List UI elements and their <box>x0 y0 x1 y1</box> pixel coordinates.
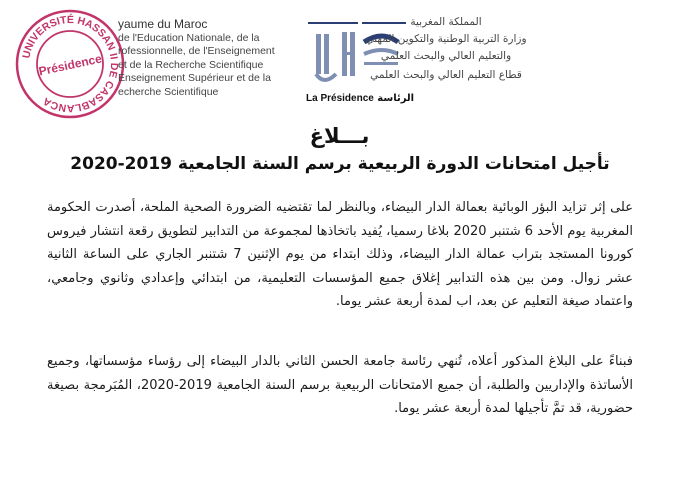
header-fr-line: de l'Education Nationale, de la <box>118 31 260 44</box>
header-ar-line: وزارة التربية الوطنية والتكوين المهني <box>365 33 527 45</box>
header-fr-line: yaume du Maroc <box>118 17 208 31</box>
header-fr-line: echerche Scientifique <box>118 85 219 98</box>
header-ar-line: قطاع التعليم العالي والبحث العلمي <box>370 69 522 81</box>
header-french <box>118 18 288 99</box>
university-seal <box>14 8 126 120</box>
header-arabic <box>331 14 561 84</box>
presidence-fr: La Présidence <box>306 93 374 104</box>
header-ar-line: والتعليم العالي والبحث العلمي <box>380 50 512 62</box>
document-subtitle: تأجيل امتحانات الدورة الربيعية برسم السنة الجامعية 2019-2020 <box>70 154 610 174</box>
header-fr-line: rofessionnelle, de l'Enseignement <box>118 45 275 57</box>
header-fr-line: Enseignement Supérieur et de la <box>118 72 271 84</box>
document-title: بـــلاغ <box>309 124 370 148</box>
body-paragraph-2: فبناءً على البلاغ المذكور أعلاه، تُنهي رئاسة جامعة الحسن الثاني بالدار البيضاء إلى رؤساء مؤسساتها، وجميع الأساتذة والإداريين والطلبة، أن جميع الامتحانات الربيعية برسم السنة الجامعية 2019-2020، المُبَرمجة بصيغة حضورية، قد تمَّ تأجيلها لمدة أربعة عشر يوما. <box>47 354 633 416</box>
seal-ring-text: UNIVERSITÉ HASSAN II DE CASABLANCA <box>20 13 121 115</box>
presidence-label <box>306 93 415 104</box>
header-ar-line: المملكة المغربية <box>410 16 482 28</box>
seal-center-text: Présidence <box>37 51 103 79</box>
body-paragraph-1: على إثر تزايد البؤر الوبائية بعمالة الدار البيضاء، وبالنظر لما تقتضيه الضرورة الصحية الملحة، أصدرت الحكومة المغربية يوم الأحد 6 شتنبر 2020 بلاغا رسميا، يُفيد باتخاذها لمجموعة من التدابير لتطويق رقعة انتشار فيروس كورونا المستجد بتراب عمالة الدار البيضاء، وذلك ابتداء من يوم الإثنين 7 شتنبر الجاري على الساعة الثانية عشر زوال. ومن بين هذه التدابير إغلاق جميع المؤسسات التعليمية، من ابتدائي وإعدادي وثانوي وجامعي، واعتماد صيغة التعليم عن بعد، اب لمدة أربعة عشر يوما. <box>47 200 633 309</box>
header-fr-line: et de la Recherche Scientifique <box>118 58 264 71</box>
presidence-ar: الرئاسة <box>377 93 415 104</box>
